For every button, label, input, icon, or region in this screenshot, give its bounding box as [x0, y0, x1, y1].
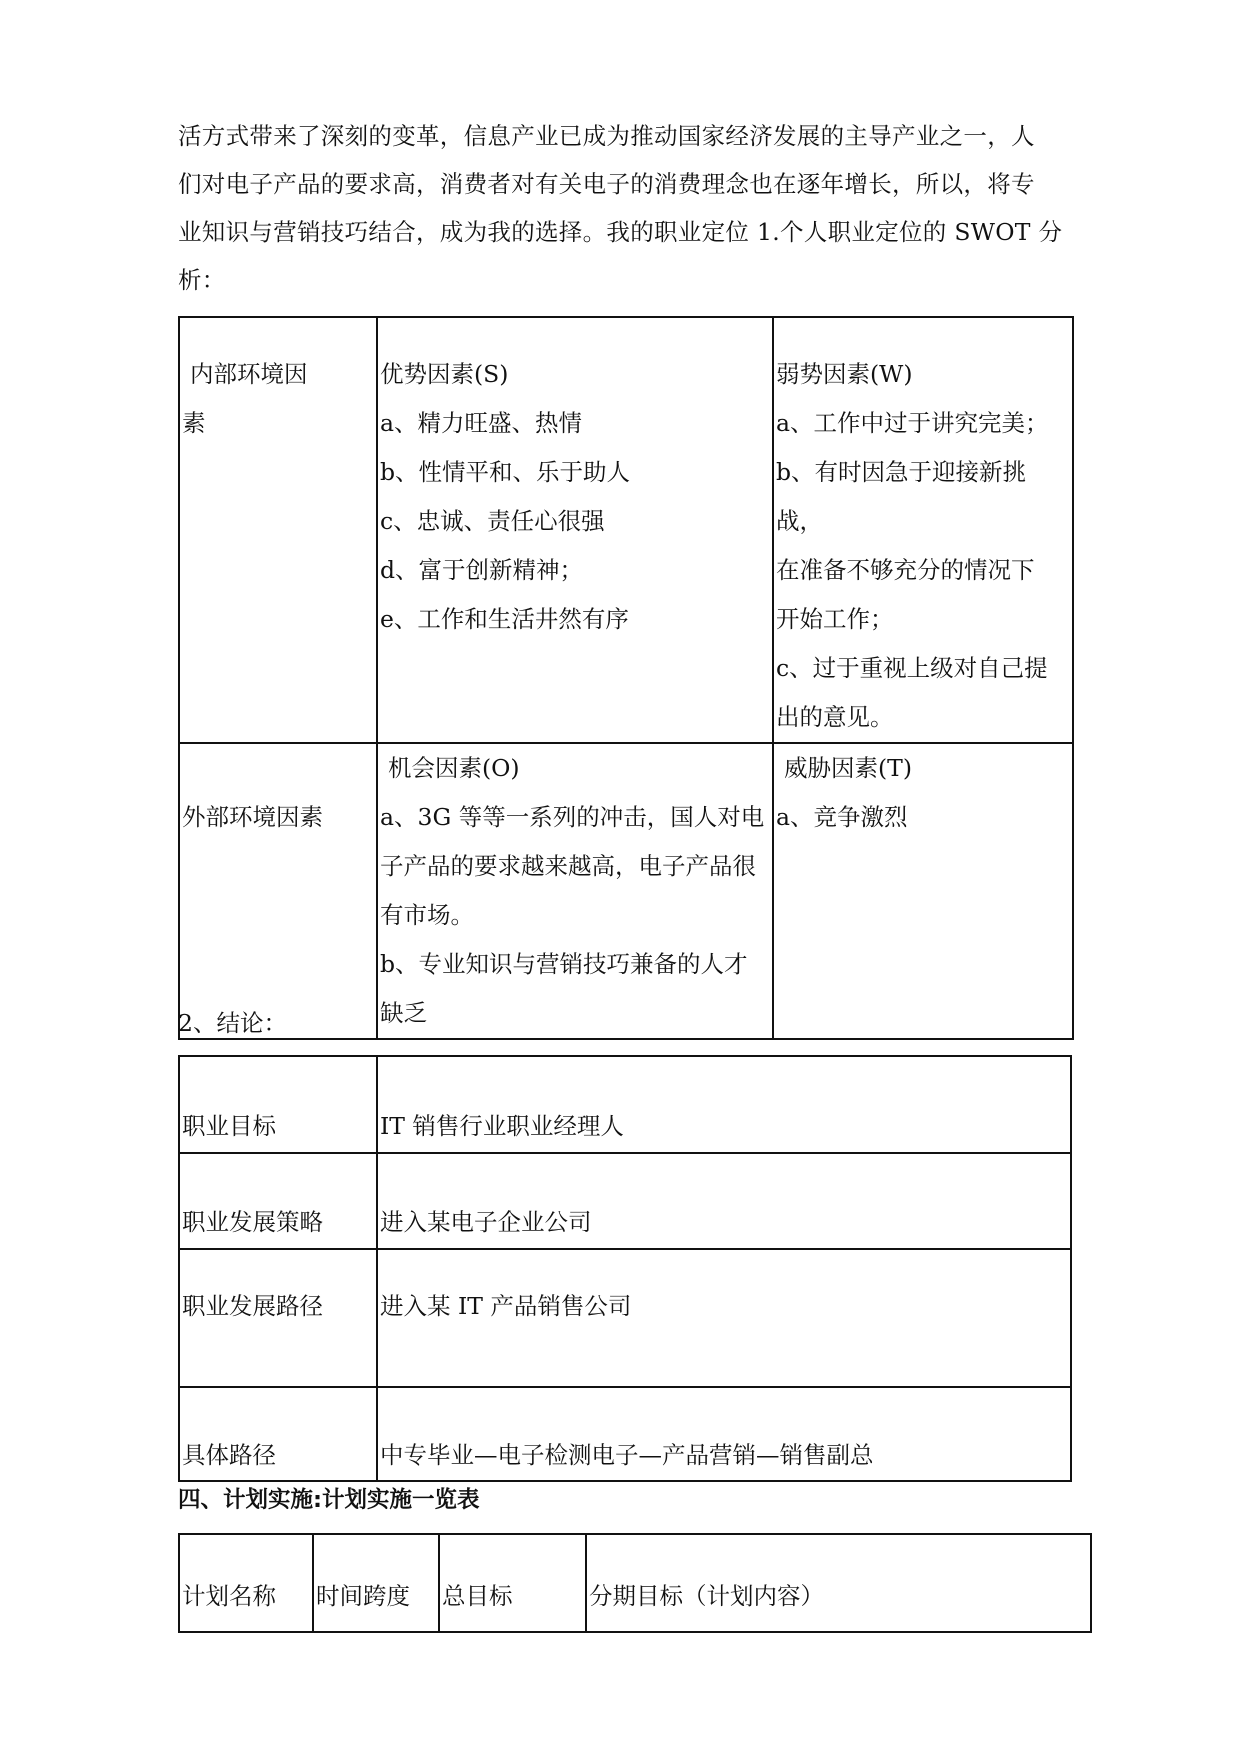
table-row — [179, 1249, 1071, 1387]
conclusion-key: 职业发展策略 — [179, 1153, 377, 1249]
table-header-row — [179, 1534, 1091, 1632]
conclusion-value: 中专毕业—电子检测电子—产品营销—销售副总 — [377, 1387, 1071, 1481]
table-row — [179, 1387, 1071, 1481]
plan-header-cell: 分期目标（计划内容） — [586, 1534, 1091, 1632]
conclusion-heading: 2、结论： — [178, 1009, 287, 1037]
strength-item: e、工作和生活井然有序 — [380, 605, 629, 633]
opportunity-line: 缺乏 — [380, 999, 427, 1027]
external-factors-label: 外部环境因素 — [179, 743, 377, 1039]
weaknesses-cell — [773, 317, 1073, 743]
threats-cell — [773, 743, 1073, 1039]
threats-title: 威胁因素(T) — [784, 754, 913, 782]
intro-line: 析： — [178, 266, 226, 294]
conclusion-table — [178, 1055, 1072, 1482]
opportunity-line: 子产品的要求越来越高，电子产品很 — [380, 852, 756, 880]
weakness-line: a、工作中过于讲究完美； — [776, 409, 1049, 437]
intro-line: 业知识与营销技巧结合，成为我的选择。我的职业定位 1.个人职业定位的 SWOT 分 — [178, 218, 1063, 246]
weakness-line: b、有时因急于迎接新挑战， — [776, 458, 1027, 535]
conclusion-value: IT 销售行业职业经理人 — [377, 1056, 1071, 1153]
conclusion-key: 具体路径 — [179, 1387, 377, 1481]
opportunity-line: a、3G 等等一系列的冲击，国人对电 — [380, 803, 765, 831]
intro-line: 活方式带来了深刻的变革，信息产业已成为推动国家经济发展的主导产业之一，人 — [178, 122, 1035, 150]
conclusion-key: 职业发展路径 — [179, 1249, 377, 1387]
threat-line: a、竞争激烈 — [776, 803, 908, 831]
weaknesses-title: 弱势因素(W) — [776, 360, 913, 388]
strength-item: b、性情平和、乐于助人 — [380, 458, 631, 486]
strength-item: d、富于创新精神； — [380, 556, 584, 584]
conclusion-value: 进入某 IT 产品销售公司 — [377, 1249, 1071, 1387]
plan-header-cell: 总目标 — [439, 1534, 586, 1632]
swot-table — [178, 316, 1074, 1040]
strength-item: c、忠诚、责任心很强 — [380, 507, 605, 535]
table-row — [179, 1056, 1071, 1153]
internal-factors-label: 内部环境因 素 — [179, 317, 377, 743]
plan-header-cell: 计划名称 — [179, 1534, 313, 1632]
plan-header-cell: 时间跨度 — [313, 1534, 439, 1632]
swot-row-external — [179, 743, 1073, 1039]
strengths-title: 优势因素(S) — [380, 360, 509, 388]
opportunities-cell — [377, 743, 773, 1039]
conclusion-value: 进入某电子企业公司 — [377, 1153, 1071, 1249]
plan-table — [178, 1533, 1092, 1633]
intro-paragraph — [178, 112, 1092, 304]
opportunity-line: b、专业知识与营销技巧兼备的人才 — [380, 950, 748, 978]
weakness-line: 开始工作； — [776, 605, 894, 633]
weakness-line: c、过于重视上级对自己提 — [776, 654, 1048, 682]
conclusion-key: 职业目标 — [179, 1056, 377, 1153]
intro-line: 们对电子产品的要求高，消费者对有关电子的消费理念也在逐年增长，所以，将专 — [178, 170, 1035, 198]
section-title: 四、计划实施:计划实施一览表 — [178, 1487, 480, 1513]
strength-item: a、精力旺盛、热情 — [380, 409, 583, 437]
table-row — [179, 1153, 1071, 1249]
strengths-cell — [377, 317, 773, 743]
weakness-line: 在准备不够充分的情况下 — [776, 556, 1035, 584]
swot-row-internal — [179, 317, 1073, 743]
weakness-line: 出的意见。 — [776, 703, 894, 731]
opportunity-line: 有市场。 — [380, 901, 474, 929]
opportunities-title: 机会因素(O) — [388, 754, 520, 782]
